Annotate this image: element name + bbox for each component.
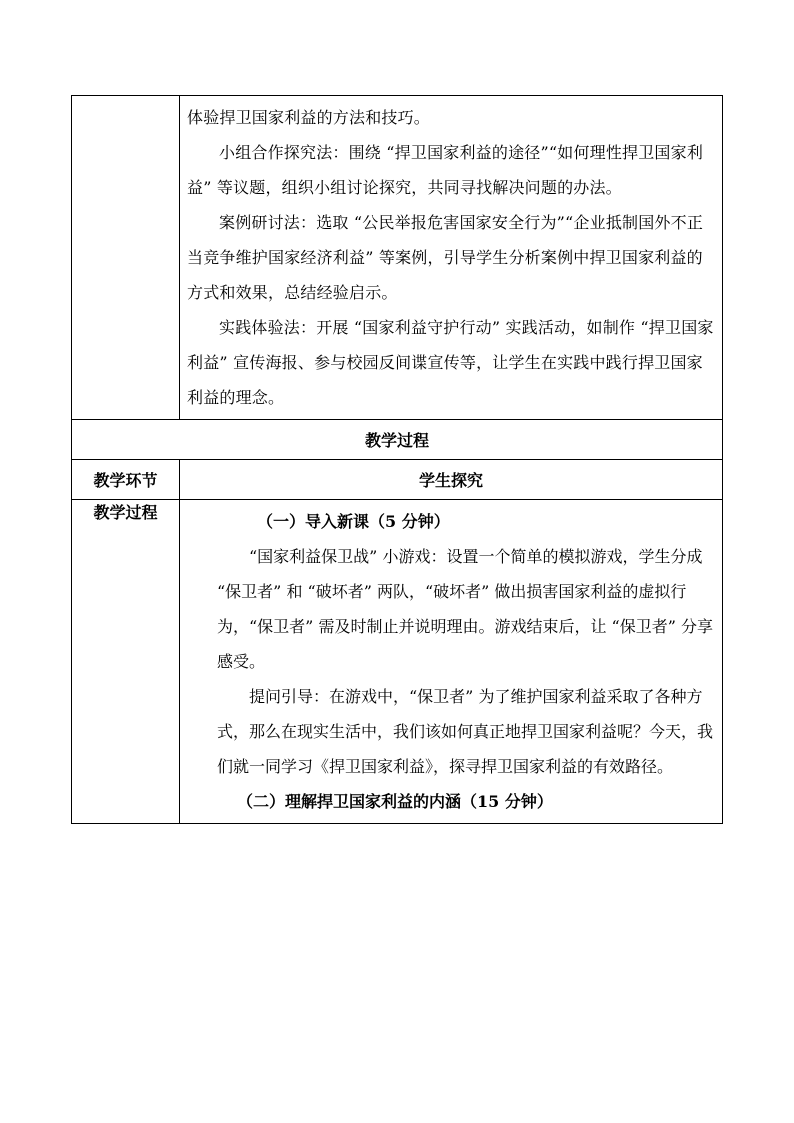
methods-paragraph: 案例研讨法：选取 “公民举报危害国家安全行为”“企业抵制国外不正当竞争维护国家经济利益” 等案例，引导学生分析案例中捍卫国家利益的方式和效果，总结经验启示。 <box>187 213 704 302</box>
process-heading: （二）理解捍卫国家利益的内涵（15 分钟） <box>237 792 553 811</box>
process-heading: （一）导入新课（5 分钟） <box>257 512 450 531</box>
methods-content-cell <box>180 96 723 420</box>
process-row <box>72 500 723 824</box>
process-paragraph: 提问引导：在游戏中，“保卫者” 为了维护国家利益采取了各种方式，那么在现实生活中，我们该如何真正地捍卫国家利益呢？今天，我们就一同学习《捍卫国家利益》，探寻捍卫国家利益的有效路径。 <box>217 687 714 776</box>
methods-row <box>72 96 723 420</box>
methods-paragraph: 实践体验法：开展 “国家利益守护行动” 实践活动，如制作 “捍卫国家利益” 宣传海报、参与校园反间谍宣传等，让学生在实践中践行捍卫国家利益的理念。 <box>187 318 714 407</box>
process-content-cell <box>180 500 723 824</box>
section-title: 教学过程 <box>72 420 723 460</box>
methods-paragraph: 体验捍卫国家利益的方法和技巧。 <box>187 108 431 127</box>
lesson-plan-table <box>71 95 723 824</box>
section-title-row <box>72 420 723 460</box>
process-label: 教学过程 <box>72 500 180 824</box>
header-right: 学生探究 <box>180 460 723 500</box>
process-paragraph: “国家利益保卫战” 小游戏：设置一个简单的模拟游戏，学生分成 “保卫者” 和 “破坏者” 两队，“破坏者” 做出损害国家利益的虚拟行为，“保卫者” 需及时制止并说明理由。游戏结束后，让 “保卫者” 分享感受。 <box>217 547 713 671</box>
header-row <box>72 460 723 500</box>
methods-paragraph: 小组合作探究法：围绕 “捍卫国家利益的途径”“如何理性捍卫国家利益” 等议题，组织小组讨论探究，共同寻找解决问题的办法。 <box>187 143 704 197</box>
methods-label-cell <box>72 96 180 420</box>
header-left: 教学环节 <box>72 460 180 500</box>
